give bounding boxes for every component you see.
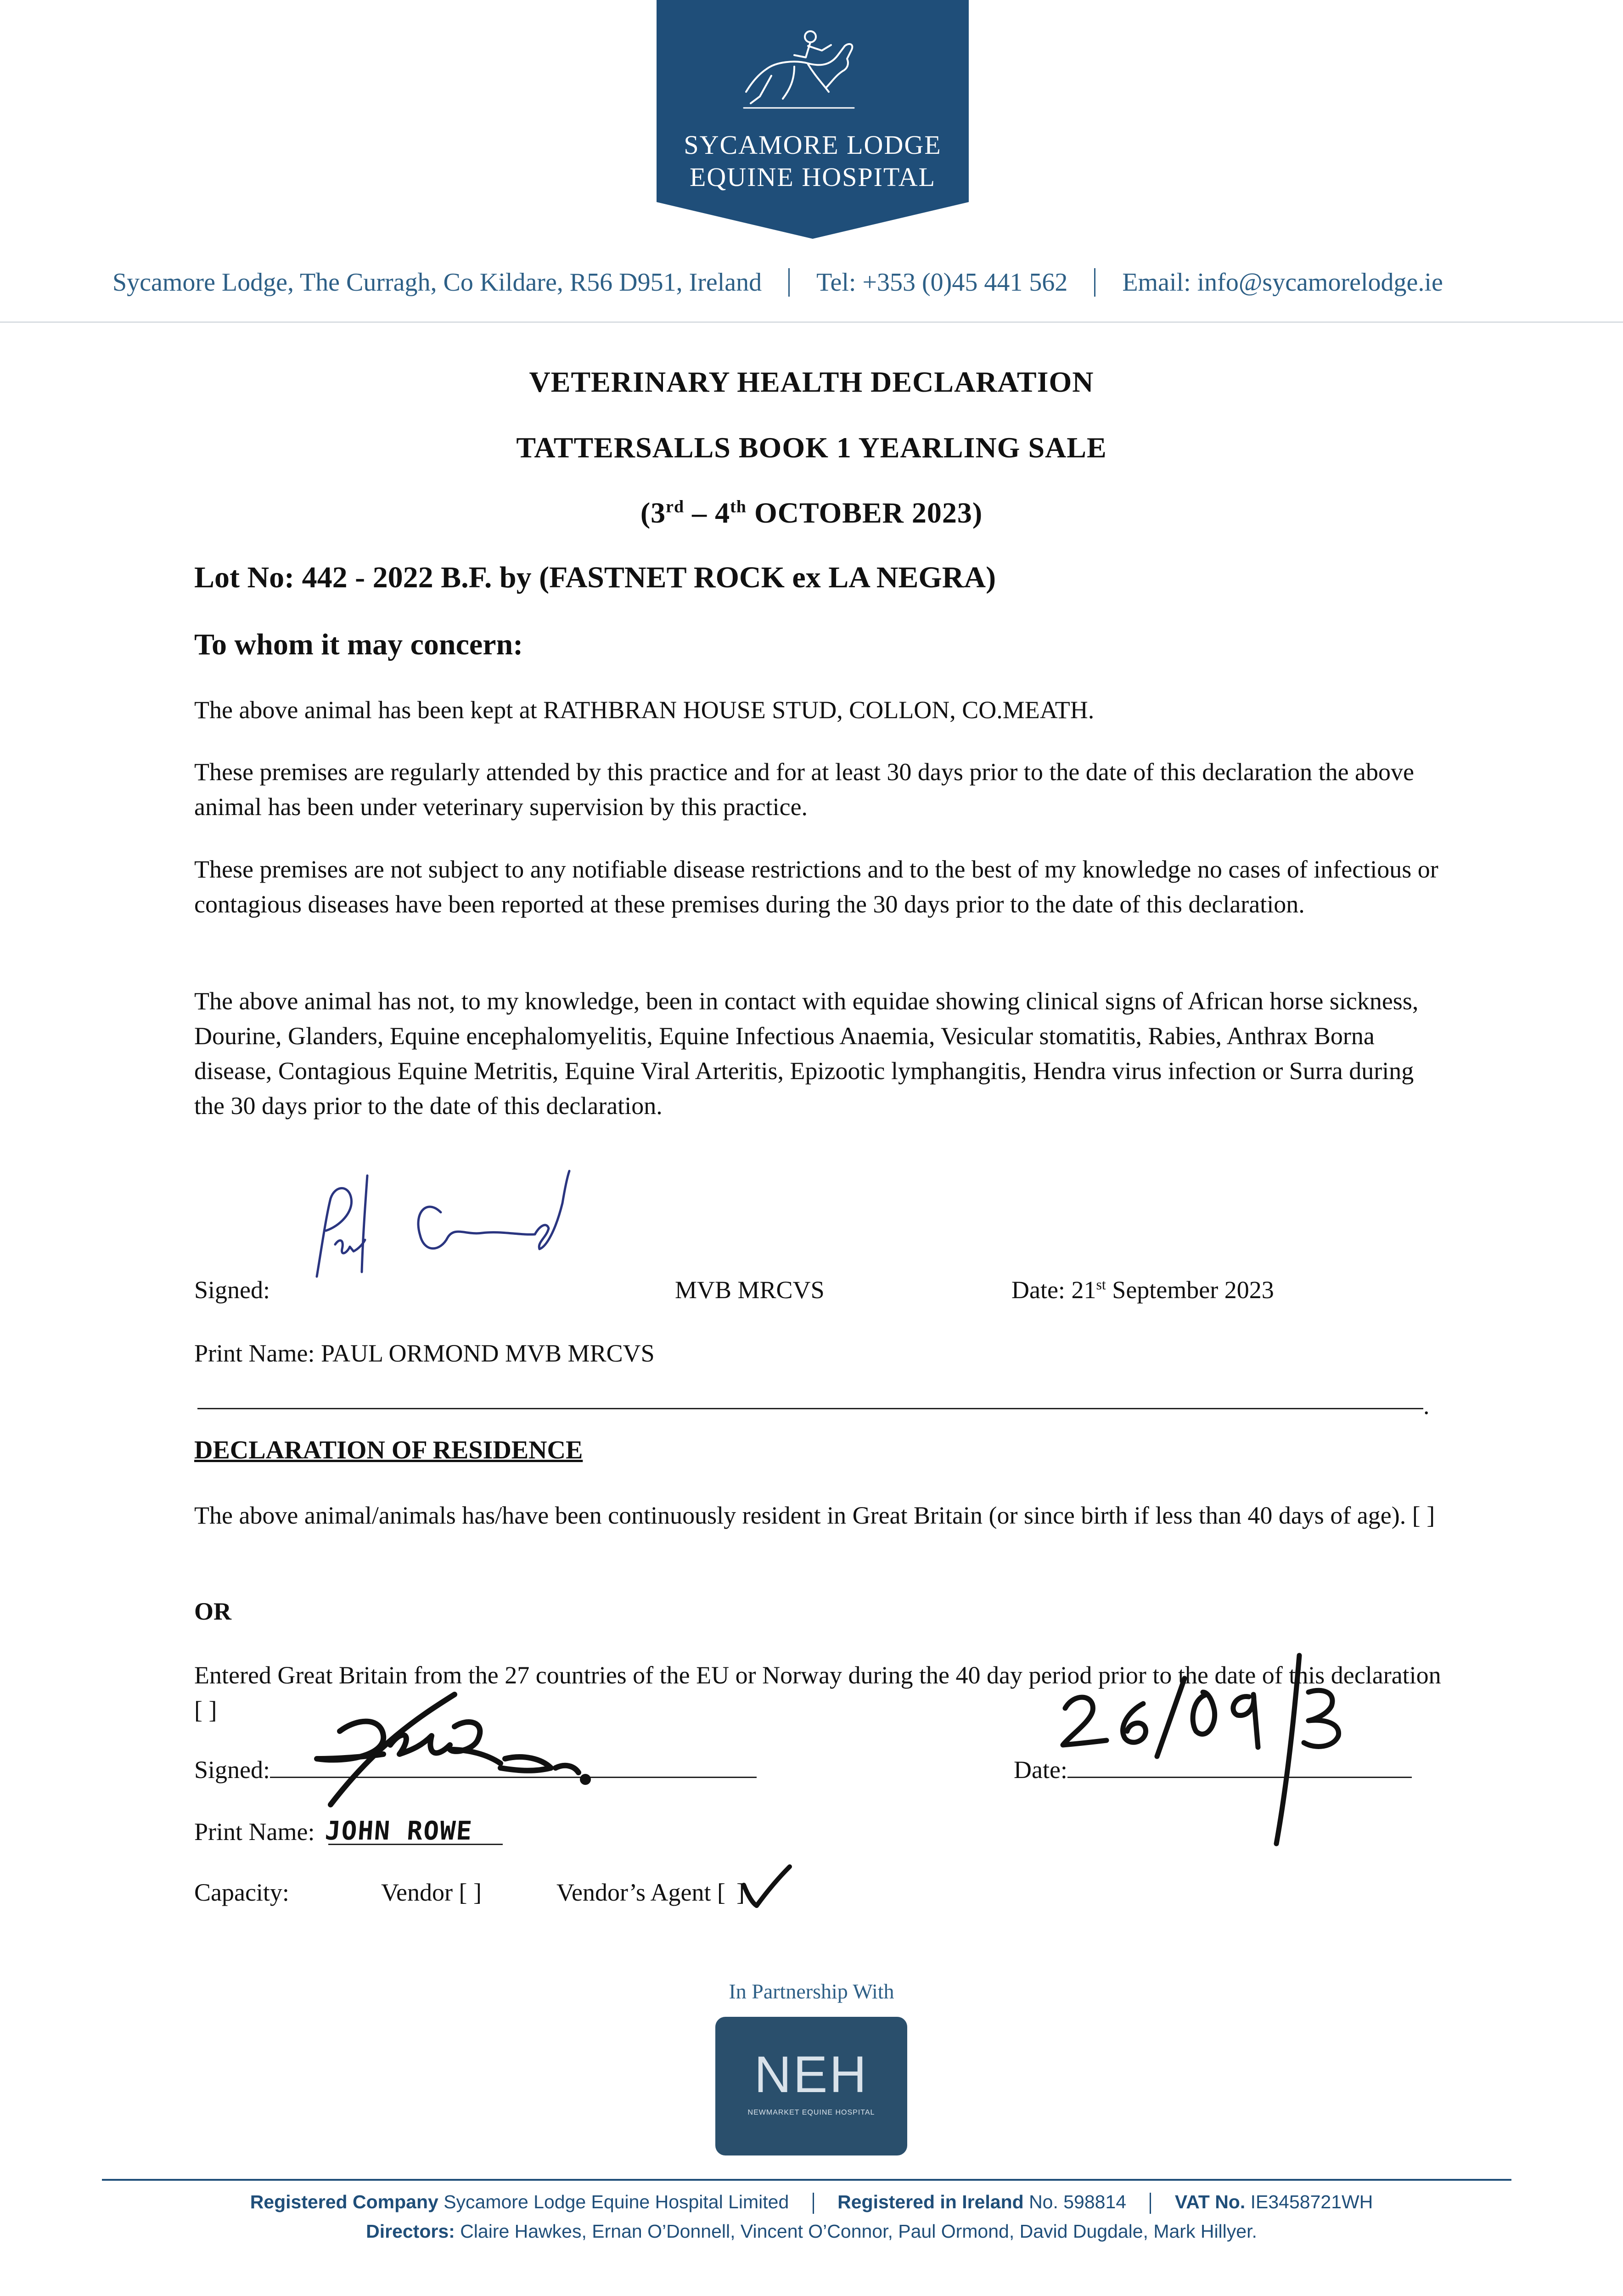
or-label: OR — [194, 1598, 231, 1625]
salutation: To whom it may concern: — [194, 628, 523, 661]
directors-line: Directors: Claire Hawkes, Ernan O’Donnell, Vincent O’Connor, Paul Ormond, David Dugdale, Mark Hillyer. — [366, 2221, 1257, 2242]
hospital-logo — [657, 0, 969, 239]
footer-divider — [102, 2179, 1511, 2181]
contact-line — [112, 264, 1513, 301]
checkmark-icon — [735, 1860, 794, 1915]
document-title: VETERINARY HEALTH DECLARATION — [529, 366, 1094, 398]
vet-print-name: Print Name: PAUL ORMOND MVB MRCVS — [194, 1339, 655, 1367]
vendor-signed-row: Signed: — [194, 1756, 757, 1784]
divider — [1150, 2193, 1151, 2214]
vendor-print-name: JOHN ROWE — [324, 1816, 474, 1846]
supervision-paragraph: These premises are regularly attended by this practice and for at least 30 days prior to the date of this declaration the above animal has been under veterinary supervision by this practice. — [194, 758, 1414, 821]
neh-logo-subtitle: NEWMARKET EQUINE HOSPITAL — [747, 2109, 875, 2116]
capacity-vendor-agent: Vendor’s Agent [ ] — [556, 1879, 745, 1906]
vendor-date-row: Date: — [1014, 1756, 1412, 1784]
vet-qualifications: MVB MRCVS — [675, 1276, 825, 1304]
vet-signature — [289, 1157, 601, 1295]
logo-line1: SYCAMORE LODGE — [684, 130, 942, 160]
address: Sycamore Lodge, The Curragh, Co Kildare, R56 D951, Ireland — [112, 268, 762, 297]
header-divider — [0, 321, 1623, 323]
restrictions-paragraph: These premises are not subject to any notifiable disease restrictions and to the best of my knowledge no cases of infectious or contagious diseases have been reported at these premises during the 30 days prior to the date of this declaration. — [194, 855, 1438, 918]
capacity-label: Capacity: — [194, 1879, 289, 1906]
premises-paragraph: The above animal has been kept at RATHBRAN HOUSE STUD, COLLON, CO.MEATH. — [194, 696, 1095, 724]
logo-line2: EQUINE HOSPITAL — [689, 162, 936, 192]
vendor-print-name-label: Print Name: — [194, 1818, 315, 1846]
telephone: Tel: +353 (0)45 441 562 — [816, 268, 1068, 297]
divider-end: . — [1423, 1392, 1430, 1419]
partner-label: In Partnership With — [729, 1980, 894, 2003]
capacity-vendor: Vendor [ ] — [381, 1879, 482, 1906]
divider — [788, 268, 790, 297]
residence-heading: DECLARATION OF RESIDENCE — [194, 1436, 583, 1464]
divider — [1094, 268, 1095, 297]
disease-contact-paragraph: The above animal has not, to my knowledge, been in contact with equidae showing clinical signs of African horse sickness, Dourine, Glanders, Equine encephalomyelitis, Equine Infectious Anaemia, Vesicular stomatitis, Rabies, Anthrax Borna disease, Contagious Equine Metritis, Equine Viral Arteritis, Epizootic lymphangitis, Hendra virus infection or Surra during the 30 days prior to the date of this declaration. — [194, 987, 1419, 1120]
email: Email: info@sycamorelodge.ie — [1122, 268, 1443, 297]
residence-option-2: Entered Great Britain from the 27 countries of the EU or Norway during the 40 day period prior to the date of this declaration [ ] — [194, 1661, 1441, 1724]
handwritten-date — [1051, 1642, 1373, 1848]
vendor-signature — [303, 1690, 597, 1809]
section-divider — [197, 1408, 1423, 1409]
sale-dates: (3rd – 4th OCTOBER 2023) — [640, 496, 983, 529]
vet-signed-label: Signed: — [194, 1276, 270, 1304]
neh-logo — [715, 2017, 907, 2155]
company-registration: Registered Company Sycamore Lodge Equine Hospital Limited Registered in Ireland No. 598814 VAT No. IE3458721WH — [0, 2191, 1623, 2214]
sale-title: TATTERSALLS BOOK 1 YEARLING SALE — [516, 431, 1107, 464]
divider — [813, 2193, 814, 2214]
vet-signature-date: Date: 21st September 2023 — [1011, 1276, 1274, 1304]
residence-option-1: The above animal/animals has/have been continuously resident in Great Britain (or since birth if less than 40 days of age). [ ] — [194, 1502, 1435, 1529]
neh-logo-title: NEH — [754, 2046, 869, 2103]
lot-number: Lot No: 442 - 2022 B.F. by (FASTNET ROCK ex LA NEGRA) — [194, 561, 996, 594]
